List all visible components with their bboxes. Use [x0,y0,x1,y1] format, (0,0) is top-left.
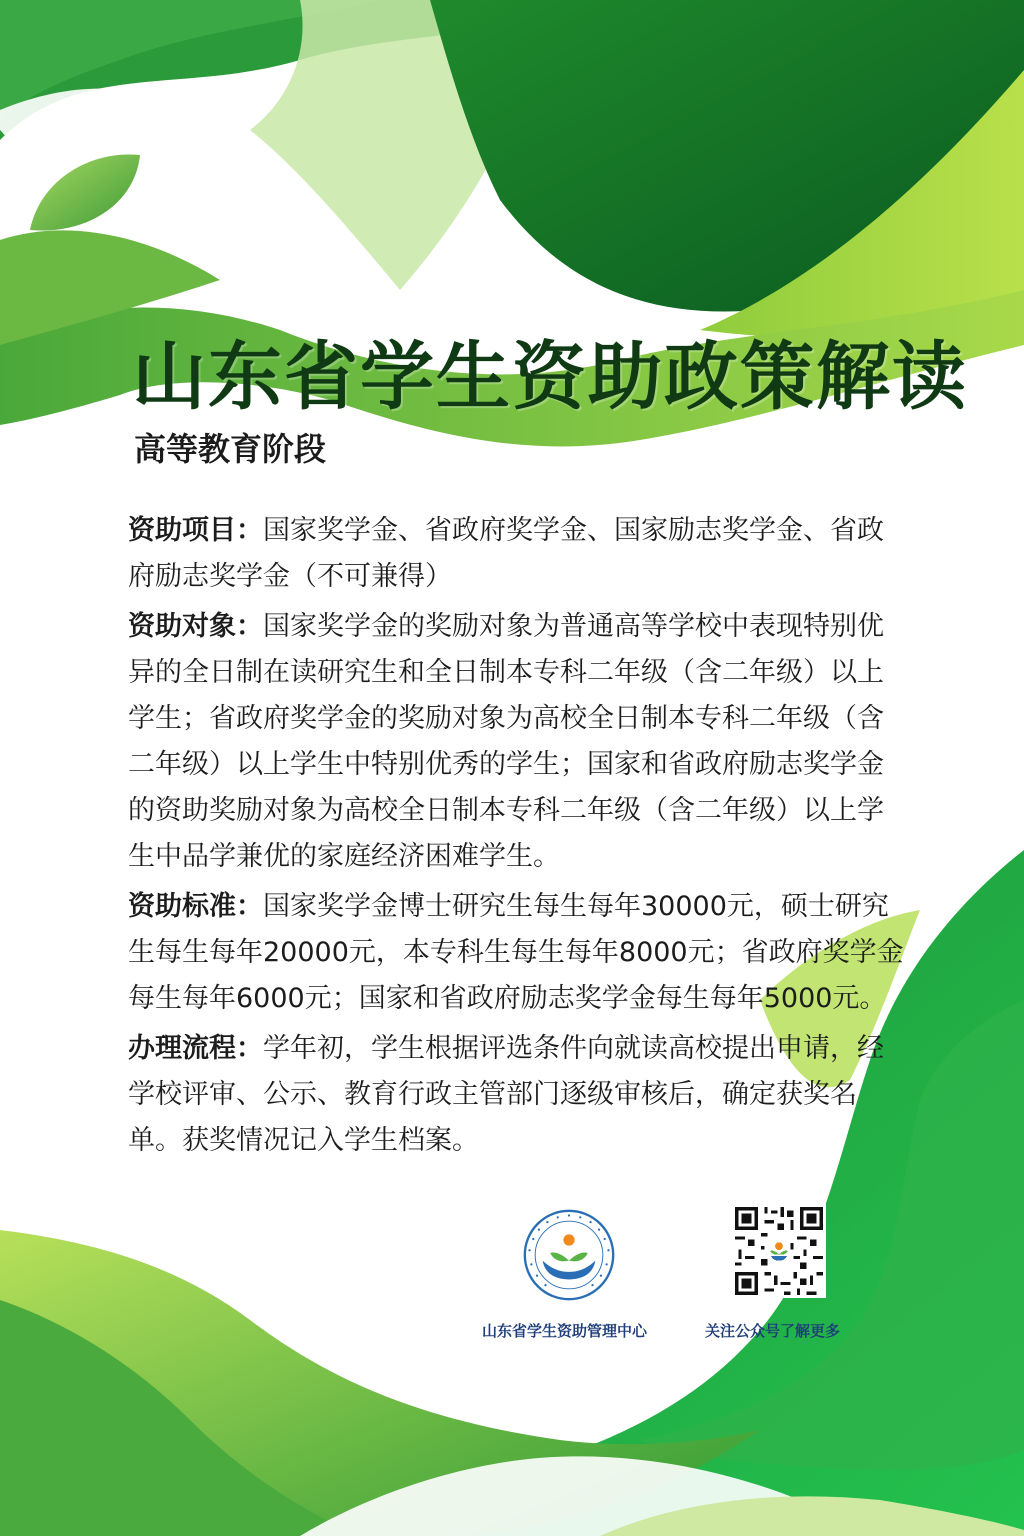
qr-code-icon [732,1204,826,1298]
section-recipients [128,604,908,880]
section-label: 资助项目： [128,515,263,546]
follow-prompt: 关注公众号了解更多 [705,1322,841,1340]
section-text: 国家奖学金的奖励对象为普通高等学校中表现特别优异的全日制在读研究生和全日制本专科二年级（含二年级）以上学生；省政府奖学金的奖励对象为高校全日制本专科二年级（含二年级）以上学生中特别优秀的学生；国家和省政府励志奖学金的资助奖励对象为高校全日制本专科二年级（含二年级）以上学生中品学兼优的家庭经济困难学生。 [128,611,884,872]
section-standards [128,884,908,1022]
page-subtitle: 高等教育阶段 [134,430,327,468]
page-title: 山东省学生资助政策解读 [132,334,968,420]
org-name: 山东省学生资助管理中心 [482,1322,648,1340]
section-procedure [128,1026,908,1164]
section-label: 资助对象： [128,611,263,642]
section-label: 资助标准： [128,891,263,922]
section-text: 国家奖学金博士研究生每生每年30000元，硕士研究生每生每年20000元，本专科生每生每年8000元；省政府奖学金每生每年6000元；国家和省政府励志奖学金每生每年5000元。 [128,891,904,1014]
hands-sprout-logo-icon [522,1208,616,1302]
section-text: 国家奖学金、省政府奖学金、国家励志奖学金、省政府励志奖学金（不可兼得） [128,515,884,592]
policy-body [128,508,908,1168]
section-text: 学年初，学生根据评选条件向就读高校提出申请，经学校评审、公示、教育行政主管部门逐级审核后，确定获奖名单。获奖情况记入学生档案。 [128,1033,884,1156]
footer [0,1196,1024,1356]
section-label: 办理流程： [128,1033,263,1064]
section-projects [128,508,908,600]
